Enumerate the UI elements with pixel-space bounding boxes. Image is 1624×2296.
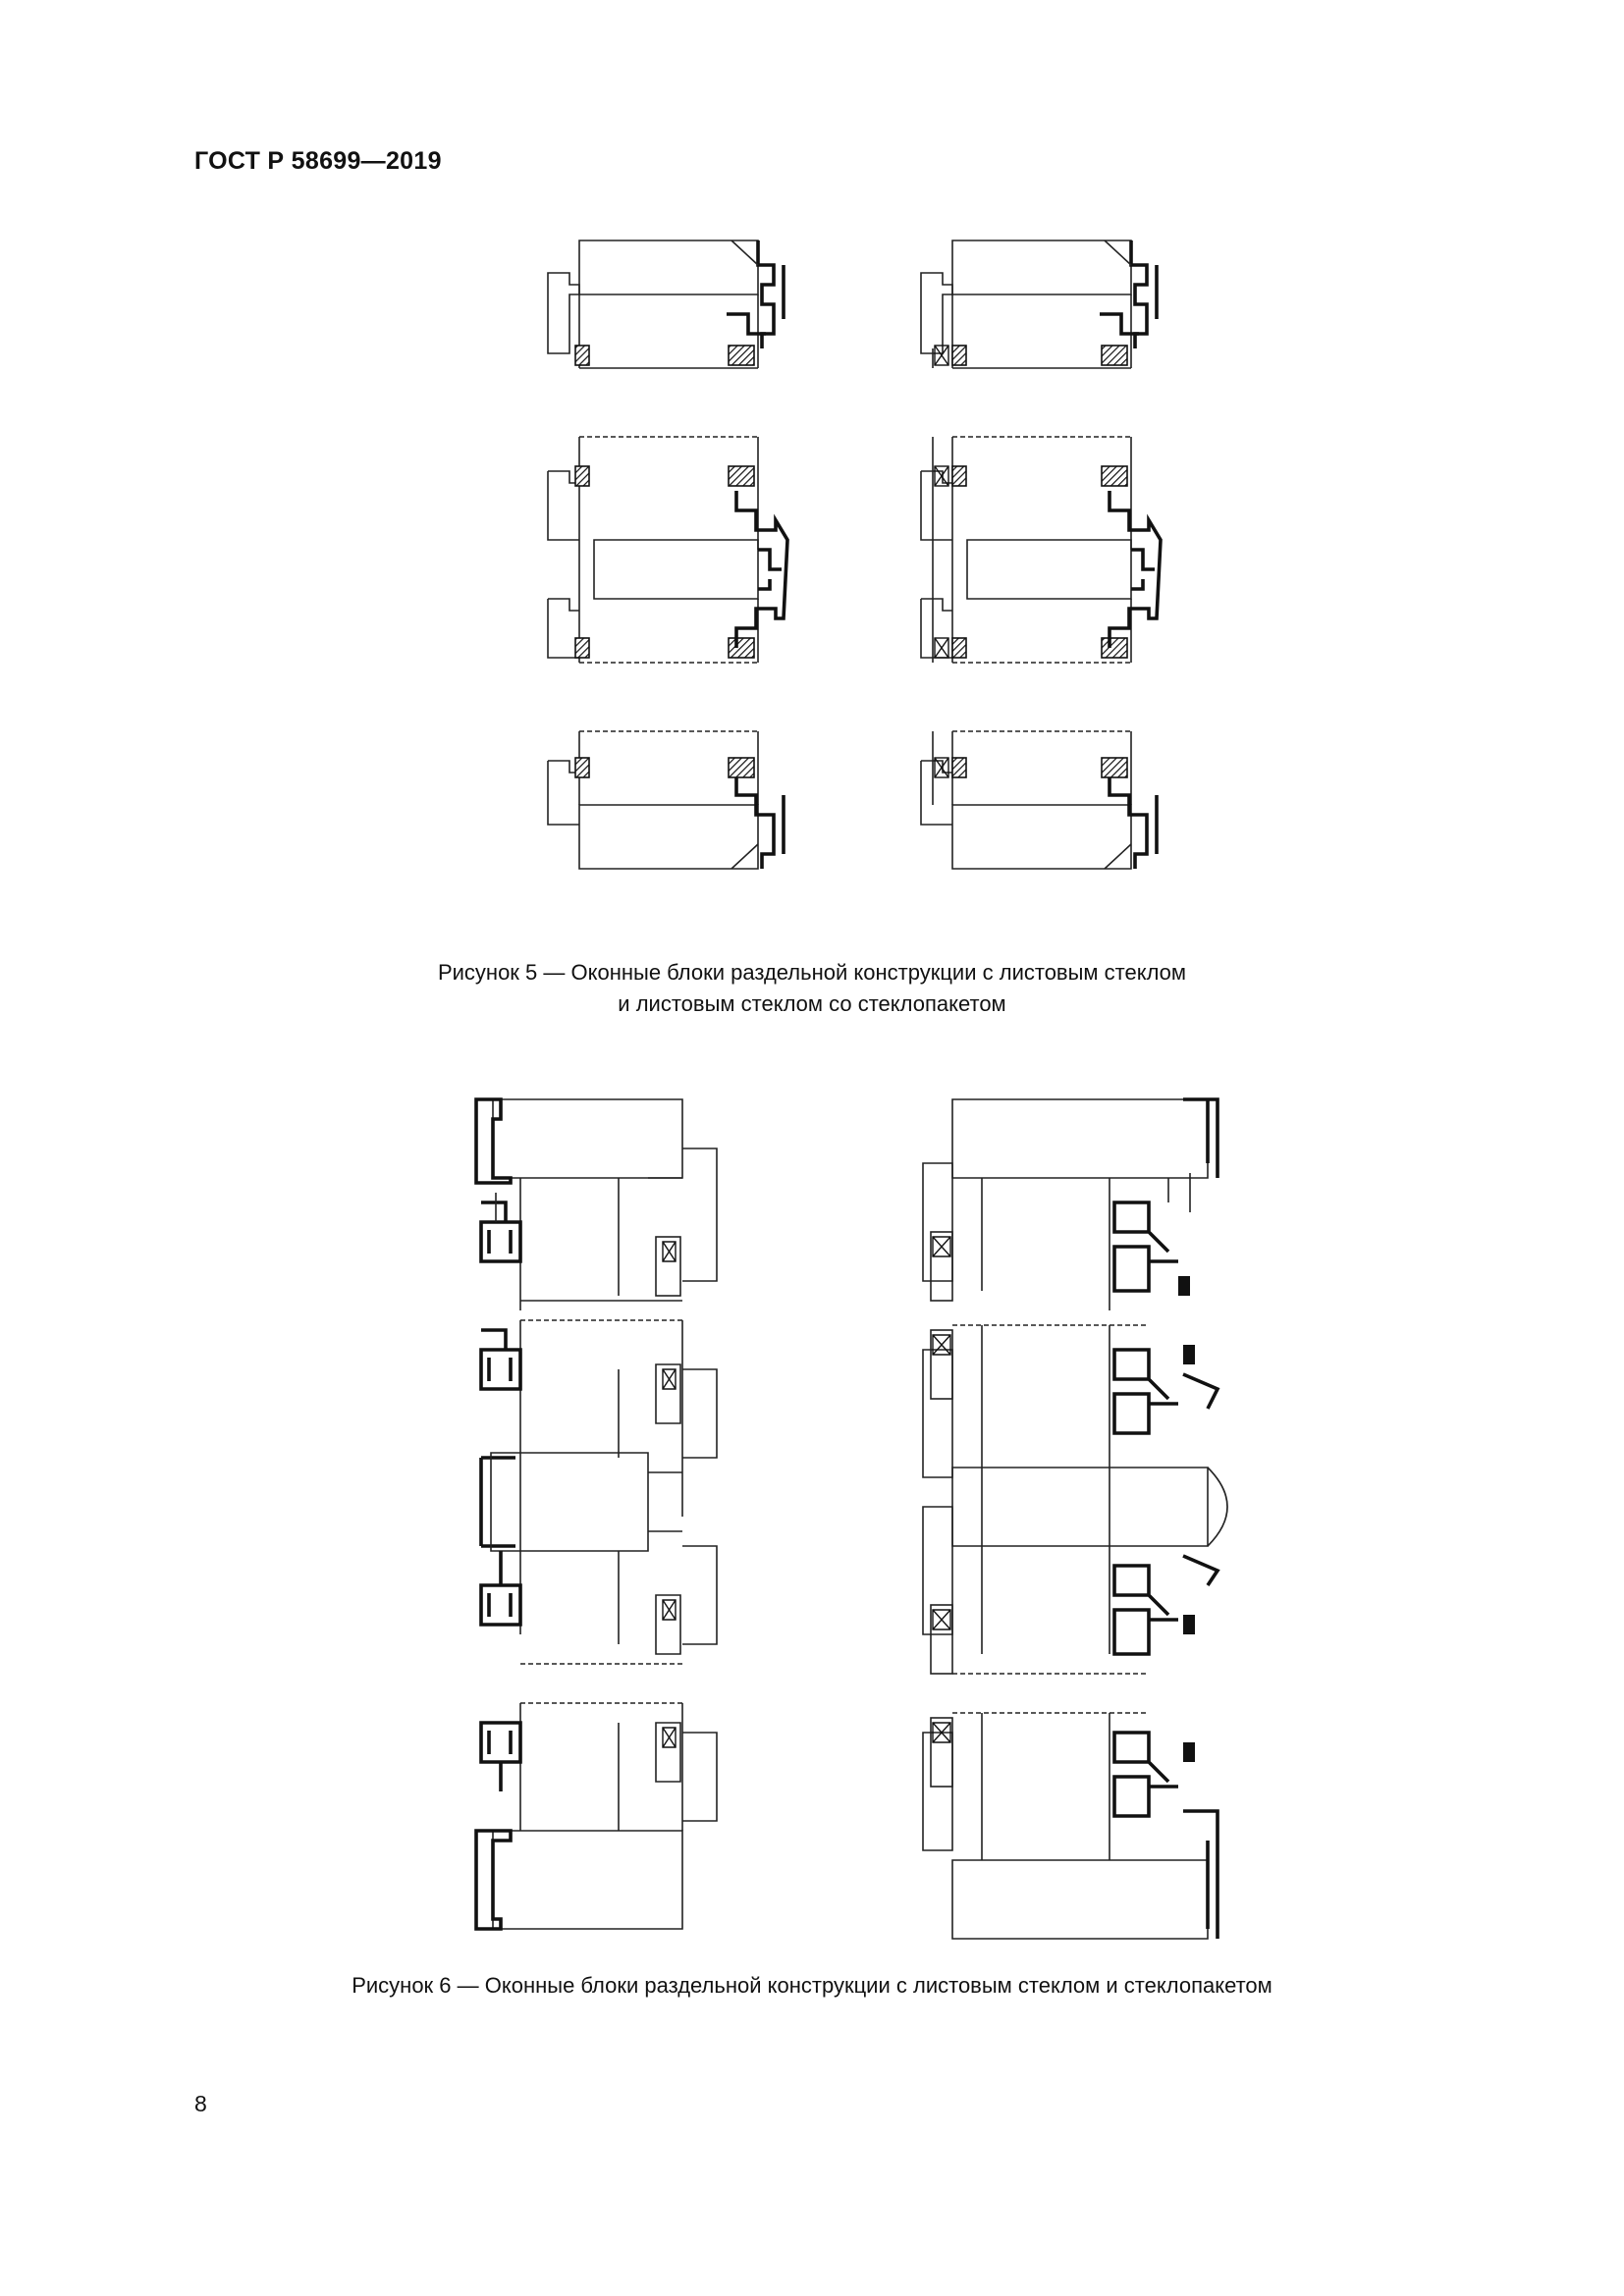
page-number: 8 — [194, 2091, 207, 2116]
fig5-right-bottom-section — [921, 731, 1157, 869]
fig5-right-top-section — [921, 240, 1157, 368]
figure-6-caption: Рисунок 6 — Оконные блоки раздельной конструкции с листовым стеклом и стеклопакетом — [352, 1973, 1272, 1998]
figure-5-caption-line-2: и листовым стеклом со стеклопакетом — [618, 991, 1006, 1016]
fig5-left-top-section — [548, 240, 784, 368]
fig5-left-middle-section — [548, 437, 787, 663]
figure-5-drawing — [530, 226, 1198, 933]
fig5-left-bottom-section — [548, 731, 784, 869]
fig6-left-drawing — [476, 1099, 717, 1929]
fig6-right-drawing — [923, 1099, 1227, 1939]
figure-6-drawing — [461, 1085, 1267, 1949]
fig5-right-middle-section — [921, 437, 1161, 663]
figure-5-caption-line-1: Рисунок 5 — Оконные блоки раздельной конструкции с листовым стеклом — [437, 960, 1187, 985]
document-header: ГОСТ Р 58699—2019 — [194, 147, 442, 175]
